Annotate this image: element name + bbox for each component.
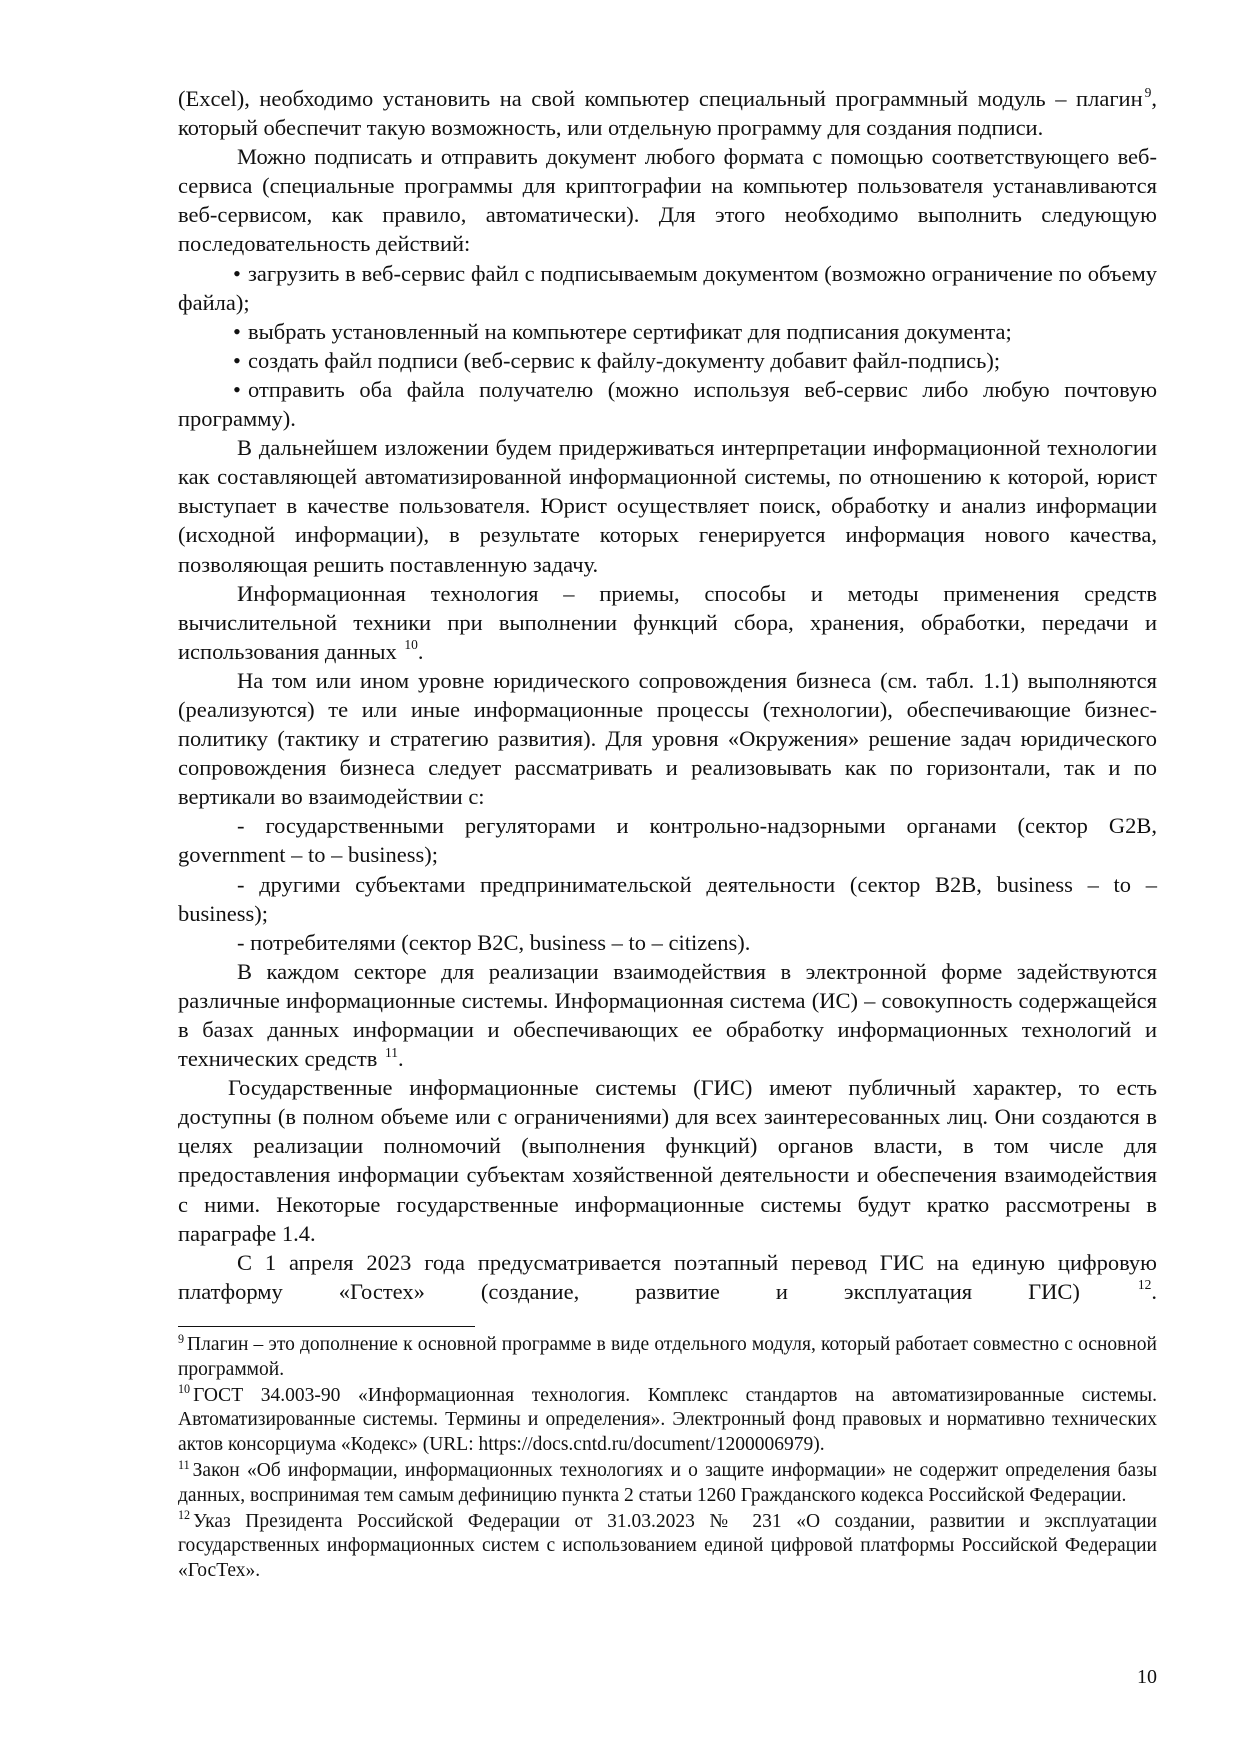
footnotes: [178, 1333, 1157, 1584]
main-text: [178, 84, 1157, 1306]
footnote-text: Указ Президента Российской Федерации от 31.03.2023 № 231 «О создании, развитии и эксплуатации государственных информационных систем с использованием единой цифровой платформы Российской Федерации «ГосТех».: [178, 1510, 1157, 1582]
paragraph-text: .: [398, 1046, 404, 1072]
footnote: [178, 1459, 1157, 1509]
paragraph-text: .: [1151, 1278, 1157, 1304]
footnote-number: 11: [178, 1457, 190, 1472]
paragraph: [178, 84, 1157, 142]
paragraph-text: С 1 апреля 2023 года предусматривается поэтапный перевод ГИС на единую цифровую платформу «Гостех» (создание, развитие и эксплуатация ГИС): [178, 1249, 1157, 1304]
dash-item: - другими субъектами предпринимательской деятельности (сектор B2B, business – to – business);: [178, 871, 1157, 926]
bullet-text: отправить оба файла получателю (можно используя веб-сервис либо любую почтовую программу).: [178, 376, 1157, 432]
footnote-number: 10: [178, 1382, 191, 1397]
bullet-icon: •: [233, 260, 241, 286]
dash-item: - потребителями (сектор B2C, business – to – citizens).: [237, 929, 751, 955]
bullet-icon: •: [233, 347, 241, 373]
footnote-text: Закон «Об информации, информационных технологиях и о защите информации» не содержит определения базы данных, воспринимая тем самым дефиницию пункта 2 статьи 1260 Гражданского кодекса Российской Федерации.: [178, 1459, 1157, 1506]
paragraph: На том или ином уровне юридического сопровождения бизнеса (см. табл. 1.1) выполняются (реализуются) те или иные информационные процессы (технологии), обеспечивающие бизнес-политику (тактику и стратегию развития). Для уровня «Окружения» решение задач юридического сопровождения бизнеса следует рассматривать и реализовывать как по горизонтали, так и по вертикали во взаимодействии с:: [178, 667, 1157, 810]
footnote: [178, 1333, 1157, 1383]
footnote-text: ГОСТ 34.003-90 «Информационная технология. Комплекс стандартов на автоматизированные системы. Автоматизированные системы. Термины и определения». Электронный фонд правовых и нормативно технических актов консорциума «Кодекс» (URL: https://docs.cntd.ru/document/1200006979).: [178, 1384, 1157, 1456]
footnote-separator: [178, 1326, 475, 1327]
paragraph-text: Информационная технология – приемы, способы и методы применения средств вычислительной техники при выполнении функций сбора, хранения, обработки, передачи и использования данных: [178, 580, 1157, 664]
paragraph: Государственные информационные системы (ГИС) имеют публичный характер, то есть доступны (в полном объеме или с ограничениями) для всех заинтересованных лиц. Они создаются в целях реализации полномочий (выполнения функций) органов власти, в том числе для предоставления информации субъектам хозяйственной деятельности и обеспечения взаимодействия с ними. Некоторые государственные информационные системы будут кратко рассмотрены в параграфе 1.4.: [178, 1075, 1157, 1246]
paragraph-text: В каждом секторе для реализации взаимодействия в электронной форме задействуются различные информационные системы. Информационная система (ИС) – совокупность содержащейся в базах данных информации и обеспечивающих ее обработку информационных технологий и технических средств: [178, 958, 1157, 1072]
paragraph-text: .: [417, 638, 424, 664]
bullet-item: [178, 259, 1157, 317]
paragraph-text: (Excel), необходимо установить на свой компьютер специальный программный модуль – плагин: [178, 86, 1143, 111]
bullet-text: выбрать установленный на компьютере сертификат для подписания документа;: [248, 318, 1012, 344]
footnote-text: Плагин – это дополнение к основной программе в виде отдельного модуля, который работает совместно с основной программой.: [178, 1333, 1157, 1380]
footnote-ref: 12: [1137, 1277, 1152, 1293]
footnote-number: 12: [178, 1508, 191, 1523]
paragraph: [178, 579, 1157, 666]
footnote-number: 9: [178, 1331, 185, 1346]
paragraph: [178, 1248, 1157, 1306]
paragraph: [178, 957, 1157, 1073]
footnote-ref: 9: [1144, 84, 1152, 100]
paragraph: Можно подписать и отправить документ любого формата с помощью соответствующего веб-сервиса (специальные программы для криптографии на компьютер пользователя устанавливаются веб-сервисом, как правило, автоматически). Для этого необходимо выполнить следующую последовательность действий:: [178, 144, 1157, 257]
bullet-item: [178, 317, 1157, 346]
page-number: 10: [1137, 1666, 1157, 1688]
bullet-icon: •: [233, 376, 241, 402]
bullet-item: [178, 375, 1157, 433]
dash-item: - государственными регуляторами и контрольно-надзорными органами (сектор G2B, government – to – business);: [178, 813, 1157, 868]
bullet-text: загрузить в веб-сервис файл с подписываемым документом (возможно ограничение по объему файла);: [178, 260, 1157, 315]
footnote: [178, 1384, 1157, 1458]
footnote-ref: 10: [404, 637, 418, 653]
footnote: [178, 1510, 1157, 1584]
bullet-item: [178, 346, 1157, 375]
bullet-text: создать файл подписи (веб-сервис к файлу-документу добавит файл-подпись);: [248, 347, 1001, 373]
paragraph-text: , который обеспечит такую возможность, или отдельную программу для создания подписи.: [178, 86, 1157, 141]
bullet-icon: •: [233, 318, 241, 344]
paragraph: В дальнейшем изложении будем придерживаться интерпретации информационной технологии как составляющей автоматизированной информационной системы, по отношению к которой, юрист выступает в качестве пользователя. Юрист осуществляет поиск, обработку и анализ информации (исходной информации), в результате которых генерируется информация нового качества, позволяющая решить поставленную задачу.: [178, 435, 1157, 577]
footnote-ref: 11: [385, 1044, 398, 1060]
